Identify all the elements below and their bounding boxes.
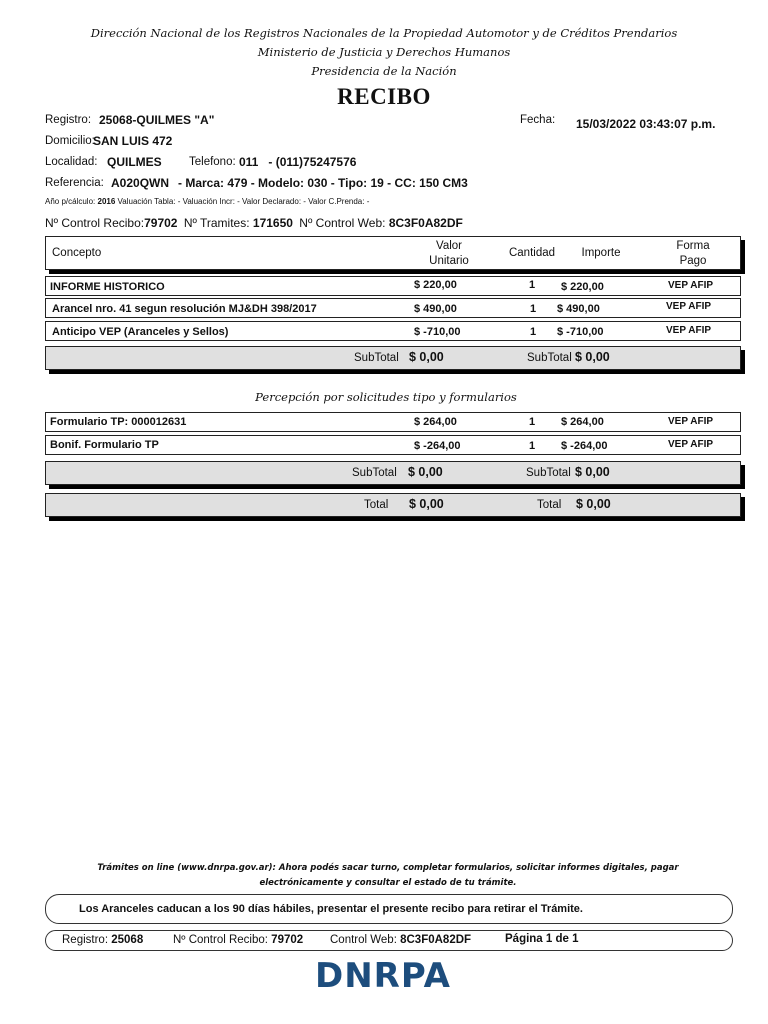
subtotal-value: $ 0,00 (575, 350, 610, 364)
registro-label: Registro: (45, 114, 92, 126)
page-indicator: Página 1 de 1 (505, 933, 579, 945)
expiry-notice: Los Aranceles caducan a los 90 días hábiles, presentar el presente recibo para retirar el Trámite. (79, 903, 583, 915)
control-line (45, 216, 463, 230)
fecha-label: Fecha: (520, 114, 556, 126)
row-forma: VEP AFIP (668, 439, 714, 450)
section-title: Percepción por solicitudes tipo y formularios (255, 390, 517, 404)
total-label: Total (364, 499, 389, 511)
valuacion-year: 2016 (97, 197, 116, 206)
valuacion-label: Año p/cálculo: (45, 197, 96, 206)
row-cantidad: 1 (529, 416, 536, 428)
control-web-label: Nº Control Web: (299, 216, 386, 230)
control-recibo-value: 79702 (144, 216, 178, 230)
total-value: $ 0,00 (409, 497, 444, 511)
telefono-label: Telefono: (189, 156, 236, 168)
presidency-name: Presidencia de la Nación (311, 64, 457, 78)
table-row (45, 276, 741, 296)
total-value: $ 0,00 (576, 497, 611, 511)
subtotal-label: SubTotal (354, 352, 399, 364)
row-concepto: Bonif. Formulario TP (50, 439, 159, 451)
row-concepto: Arancel nro. 41 segun resolución MJ&DH 398/2017 (52, 303, 317, 315)
agency-name: Dirección Nacional de los Registros Nacionales de la Propiedad Automotor y de Créditos Prendarios (90, 26, 678, 40)
total-row (45, 493, 741, 517)
col-concepto: Concepto (52, 247, 102, 259)
table-row (45, 412, 741, 432)
row-cantidad: 1 (529, 440, 536, 452)
row-importe: $ -710,00 (557, 326, 604, 338)
row-forma: VEP AFIP (666, 325, 712, 336)
footer-control-value: 79702 (271, 934, 304, 946)
subtotal-label: SubTotal (527, 352, 572, 364)
telefono-value: 011 - (011)75247576 (239, 155, 357, 169)
subtotal-row (45, 346, 741, 370)
subtotal-label: SubTotal (526, 467, 571, 479)
row-forma: VEP AFIP (668, 280, 714, 291)
subtotal-value: $ 0,00 (575, 465, 610, 479)
subtotal-value: $ 0,00 (409, 350, 444, 364)
subtotal-value: $ 0,00 (408, 465, 443, 479)
footer-control (173, 934, 303, 946)
row-importe: $ -264,00 (561, 440, 608, 452)
table-row (45, 321, 741, 341)
total-label: Total (537, 499, 562, 511)
referencia-detail: - Marca: 479 - Modelo: 030 - Tipo: 19 - CC: 150 CM3 (178, 176, 468, 190)
col-forma-1: Forma (676, 240, 710, 252)
referencia-label: Referencia: (45, 177, 104, 189)
footer-web-value: 8C3F0A82DF (400, 934, 472, 946)
table-row (45, 298, 741, 318)
control-web-value: 8C3F0A82DF (388, 216, 463, 230)
row-cantidad: 1 (530, 326, 537, 338)
row-importe: $ 264,00 (561, 416, 604, 428)
dnrpa-logo: DNRPA (315, 956, 451, 996)
col-importe: Importe (581, 247, 621, 259)
footer-registro-label: Registro: (62, 934, 109, 946)
row-valor: $ 490,00 (414, 303, 457, 315)
subtotal-label: SubTotal (352, 467, 397, 479)
row-concepto: Anticipo VEP (Aranceles y Sellos) (52, 326, 229, 338)
expiry-notice-box (45, 894, 733, 924)
table-header (45, 236, 741, 270)
localidad-label: Localidad: (45, 156, 98, 168)
footer-control-label: Nº Control Recibo: (173, 934, 268, 946)
ministry-name: Ministerio de Justicia y Derechos Humanos (257, 45, 511, 59)
col-forma-2: Pago (679, 255, 707, 267)
col-cantidad: Cantidad (508, 247, 556, 259)
footer-web (330, 934, 471, 946)
col-valor-2: Unitario (429, 255, 469, 267)
referencia-value: A020QWN (111, 176, 170, 190)
fecha-value: 15/03/2022 03:43:07 p.m. (576, 117, 716, 131)
registro-value: 25068-QUILMES "A" (99, 113, 215, 127)
online-notice-line2: electrónicamente y consultar el estado de tu trámite. (259, 878, 517, 888)
tramites-value: 171650 (252, 216, 293, 230)
online-notice-line1: Trámites on line (www.dnrpa.gov.ar): Ahora podés sacar turno, completar formularios, solicitar informes digitales, pagar (97, 863, 679, 873)
valuacion-rest: Valuación Tabla: - Valuación Incr: - Valor Declarado: - Valor C.Prenda: - (117, 197, 370, 206)
footer-web-label: Control Web: (330, 934, 397, 946)
control-recibo-label: Nº Control Recibo: (45, 216, 145, 230)
row-forma: VEP AFIP (666, 301, 712, 312)
row-valor: $ -710,00 (414, 326, 461, 338)
footer-bar (45, 930, 733, 951)
row-importe: $ 220,00 (561, 281, 604, 293)
table-row (45, 435, 741, 455)
row-importe: $ 490,00 (557, 303, 600, 315)
tramites-label: Nº Tramites: (183, 216, 250, 230)
row-concepto: Formulario TP: 000012631 (50, 416, 187, 428)
domicilio-label: Domicilio: (45, 135, 95, 147)
domicilio-value: SAN LUIS 472 (93, 134, 173, 148)
page-title: RECIBO (337, 84, 431, 109)
row-concepto: INFORME HISTORICO (50, 281, 165, 293)
row-valor: $ 220,00 (414, 279, 457, 291)
localidad-value: QUILMES (107, 155, 162, 169)
footer-registro-value: 25068 (111, 934, 144, 946)
subtotal-row (45, 461, 741, 485)
row-cantidad: 1 (530, 303, 537, 315)
row-forma: VEP AFIP (668, 416, 714, 427)
row-valor: $ 264,00 (414, 416, 457, 428)
row-cantidad: 1 (529, 279, 536, 291)
footer-registro (62, 934, 143, 946)
online-notice (0, 861, 768, 891)
row-valor: $ -264,00 (414, 440, 461, 452)
valuacion-line (45, 197, 369, 206)
col-valor-1: Valor (436, 240, 462, 252)
